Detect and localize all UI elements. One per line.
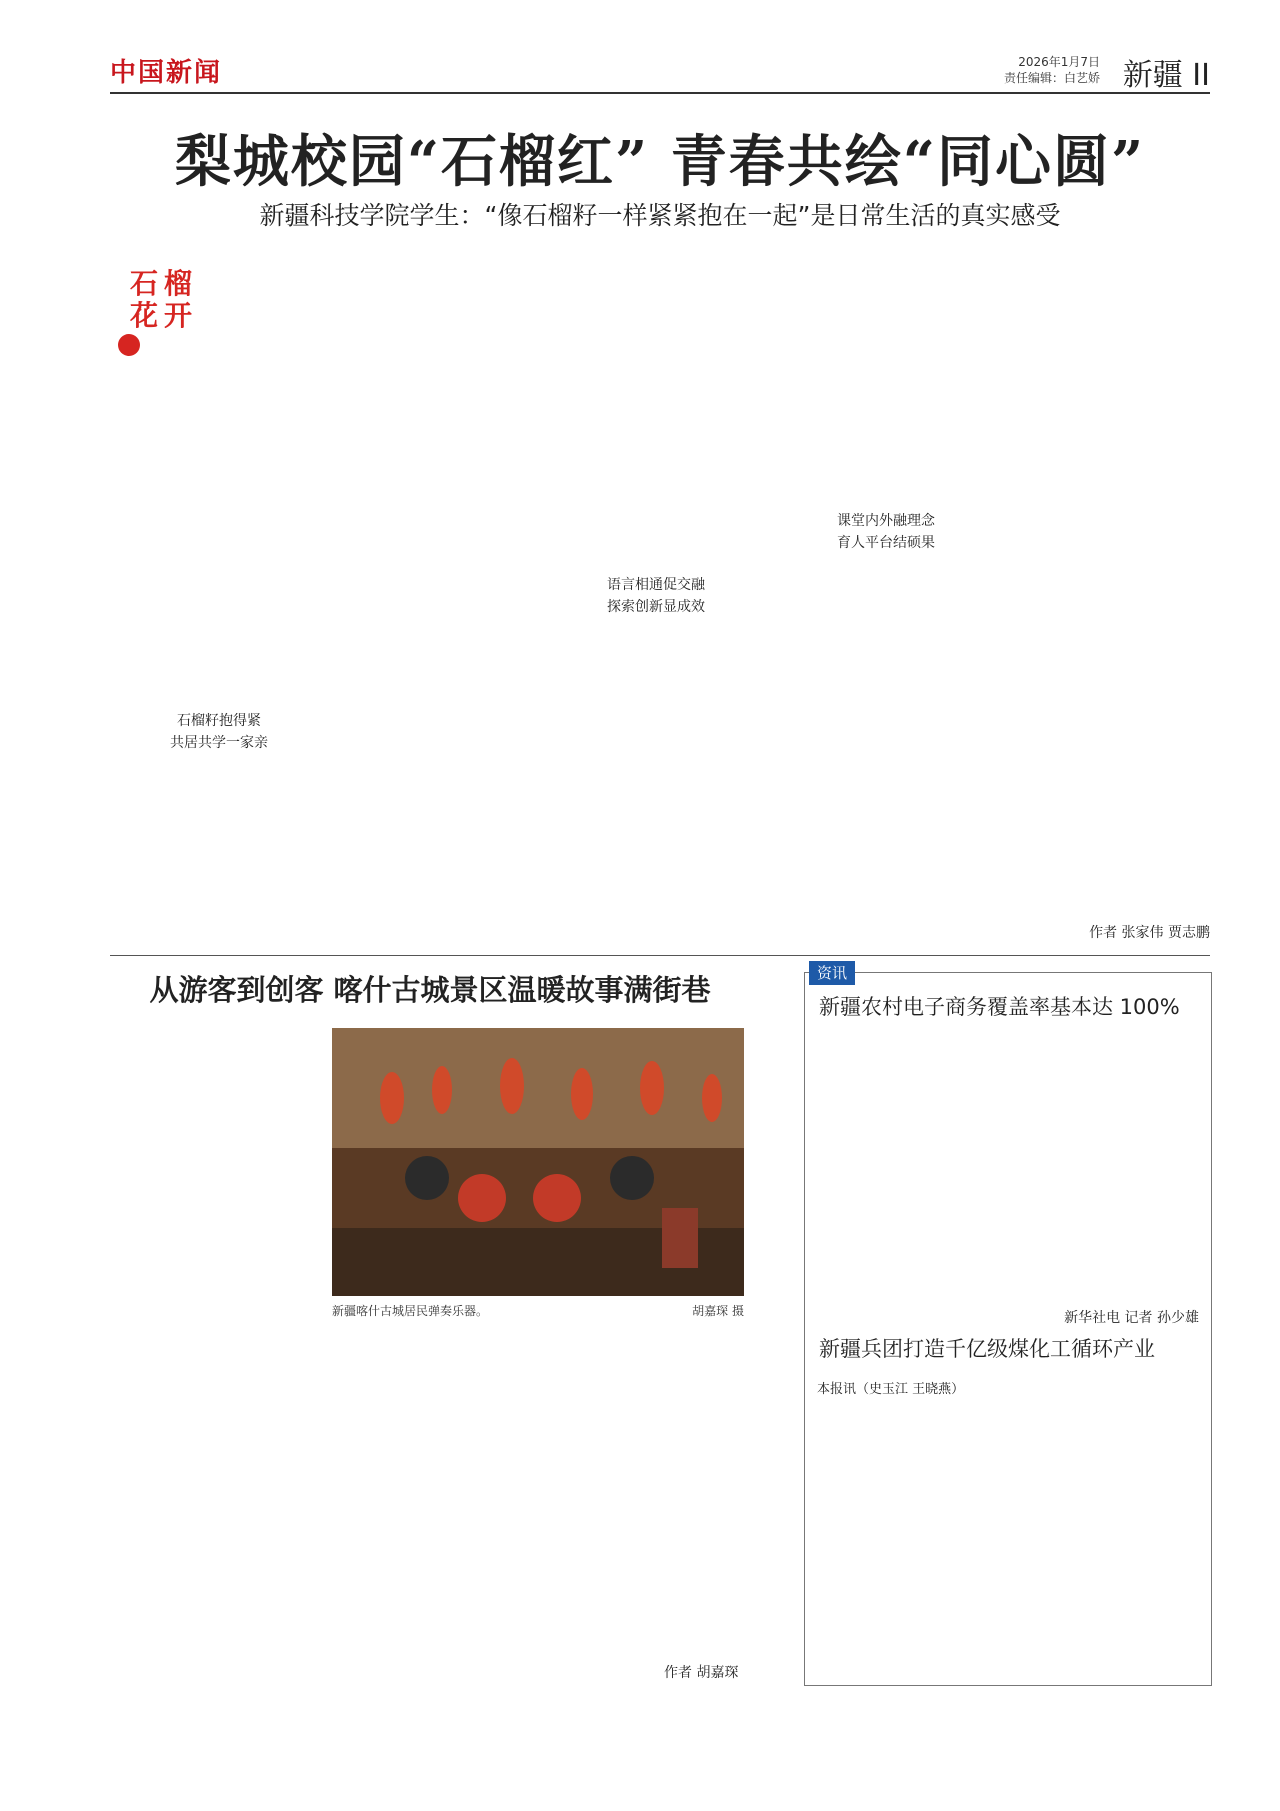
section-name: 新疆 II (1122, 58, 1210, 93)
main-col-1 (130, 710, 308, 754)
main-byline: 作者 张家伟 贾志鹏 (1089, 925, 1210, 941)
news-tag: 资讯 (809, 961, 855, 985)
date-block (1004, 54, 1100, 86)
news-box (804, 964, 1212, 1686)
main-col-3 (560, 574, 752, 618)
photo-caption (332, 1302, 744, 1319)
news1-byline: 新华社电 记者 孙少雄 (1064, 1310, 1199, 1326)
news2-col-1 (817, 1379, 1005, 1400)
photo-credit: 胡嘉琛 摄 (692, 1304, 744, 1318)
subheading-1: 石榴籽抱得紧 共居共学一家亲 (170, 713, 268, 751)
subheading-3: 课堂内外融理念 育人平台结硕果 (837, 513, 935, 551)
caption-text: 新疆喀什古城居民弹奏乐器。 (332, 1304, 489, 1318)
badge-text: 石榴花开 (130, 267, 199, 332)
section-divider (110, 955, 1210, 956)
editor-credit: 责任编辑：白艺娇 (1003, 71, 1100, 85)
main-col-4 (780, 510, 992, 554)
newspaper-logo: 中国新闻 (110, 58, 223, 88)
main-headline: 梨城校园“石榴红” 青春共绘“同心圆” (174, 129, 1146, 195)
story2-byline: 作者 胡嘉琛 (664, 1665, 739, 1681)
issue-date: 2026年1月7日 (1018, 55, 1100, 69)
masthead (110, 52, 1210, 94)
news2-headline: 新疆兵团打造千亿级煤化工循环产业 (819, 1337, 1155, 1361)
story-photo (332, 1028, 744, 1296)
subheading-2: 语言相通促交融 探索创新显成效 (607, 577, 705, 615)
pomegranate-icon (118, 334, 140, 356)
pomegranate-badge (118, 266, 214, 358)
news1-headline: 新疆农村电子商务覆盖率基本达 100% (819, 995, 1180, 1019)
news2-author: 本报讯（史玉江 王晓燕） (817, 1382, 965, 1397)
main-subhead: 新疆科技学院学生：“像石榴籽一样紧紧抱在一起”是日常生活的真实感受 (259, 201, 1061, 230)
story2-headline: 从游客到创客 喀什古城景区温暖故事满街巷 (149, 973, 711, 1007)
